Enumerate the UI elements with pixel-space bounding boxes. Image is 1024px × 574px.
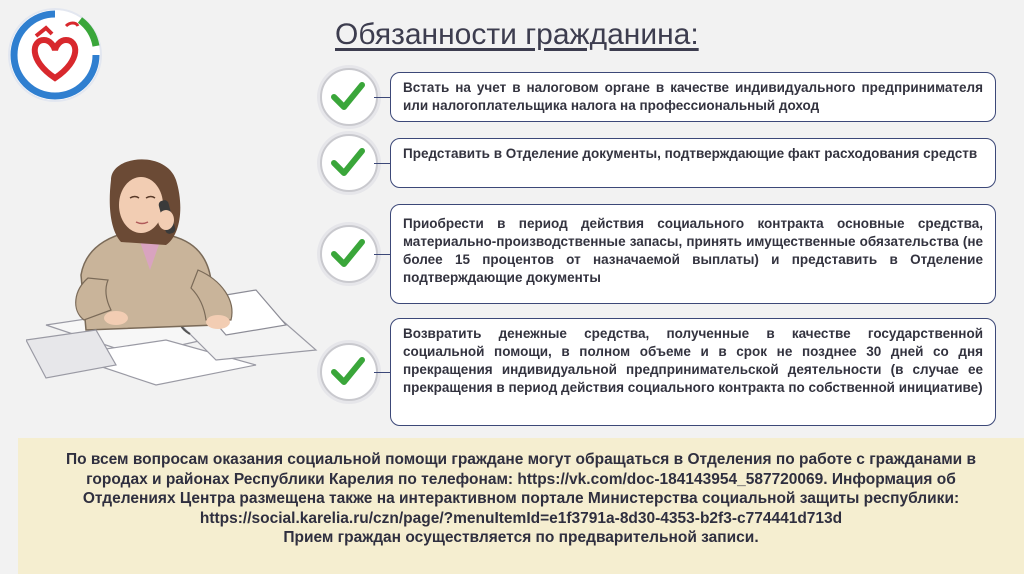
appointment-note: Прием граждан осуществляется по предварительной записи. xyxy=(283,529,759,546)
connector-line xyxy=(374,97,390,98)
connector-line xyxy=(374,372,390,373)
duty-text: Встать на учет в налоговом органе в качестве индивидуального предпринимателя или налогоплательщика налога на профессиональный доход xyxy=(390,72,996,122)
duty-text: Приобрести в период действия социального контракта основные средства, материально-производственные запасы, принять имущественные обязательства (не более 15 процентов от назначаемой выплаты) и представить в Отделение подтверждающие документы xyxy=(390,204,996,304)
check-icon xyxy=(320,134,378,192)
contact-info-text: По всем вопросам оказания социальной помощи граждане могут обращаться в Отделения по работе с гражданами в городах и районах Республики Карелия по телефонам: https://vk.com/doc-184143954_587720069. Информация об Отделениях Центра размещена также на интерактивном портале Министерства социальной защиты республики: https://social.karelia.ru/czn/page/?menuItemId=e1f3791a-8d30-4353-b2f3-c774441d713d xyxy=(65,451,977,527)
contact-info-panel xyxy=(18,438,1024,574)
duty-item-3 xyxy=(320,204,996,304)
connector-line xyxy=(374,254,390,255)
check-icon xyxy=(320,343,378,401)
duty-text: Возвратить денежные средства, полученные в качестве государственной социальной помощи, в полном объеме и в срок не позднее 30 дней со дня прекращения индивидуальной предпринимательской деятельности (в случае ее прекращения в период действия социального контракта по собственной инициативе) xyxy=(390,318,996,426)
duty-item-1 xyxy=(320,72,996,122)
duty-item-4 xyxy=(320,318,996,426)
duty-item-2 xyxy=(320,138,996,188)
duty-text: Представить в Отделение документы, подтверждающие факт расходования средств xyxy=(390,138,996,188)
page-title: Обязанности гражданина: xyxy=(335,18,699,51)
check-icon xyxy=(320,225,378,283)
check-icon xyxy=(320,68,378,126)
connector-line xyxy=(374,163,390,164)
woman-on-phone-illustration xyxy=(26,150,326,400)
logo xyxy=(6,6,104,104)
